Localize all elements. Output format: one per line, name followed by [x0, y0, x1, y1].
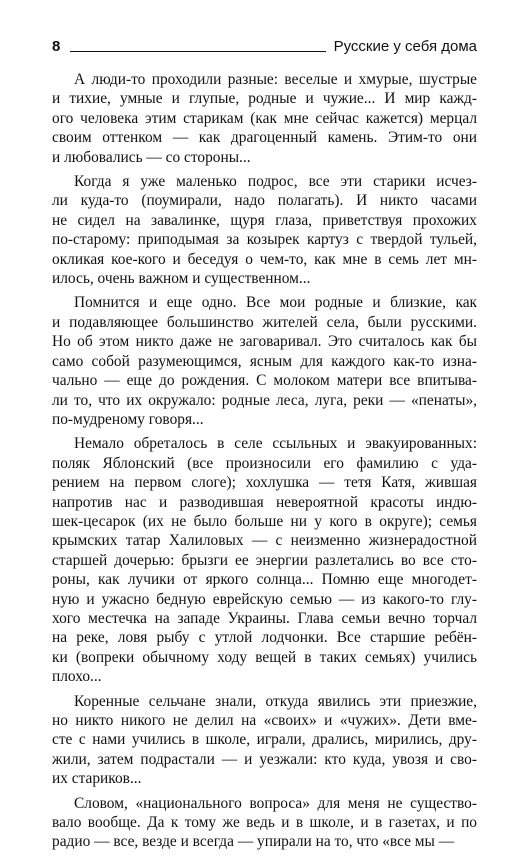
text-line: ли куда-то (поумирали, надо полагать). И никто часами	[52, 192, 477, 210]
text-line: Когда я уже маленько подрос, все эти старики исчез-	[74, 173, 477, 191]
text-line: своим оттенком — как драгоценный камень. Этим-то они	[52, 129, 477, 147]
text-line: жили, затем подрастали — и уезжали: кто куда, увозя и сво-	[52, 750, 477, 768]
text-line: по-мудреному говоря...	[52, 410, 204, 428]
text-line: А люди-то проходили разные: веселые и хмурые, шустрые	[74, 71, 477, 88]
text-line: ого человека этим старикам (как мне сейчас кажется) мерцал	[52, 109, 477, 127]
text-line: Но об этом никто даже не заговаривал. Это считалось как бы	[52, 333, 477, 351]
header-rule	[70, 51, 325, 52]
text-line: Словом, «национального вопроса» для меня не существо-	[74, 794, 477, 812]
text-line: не сидел на завалинке, щуря глаза, приветствуя прохожих	[52, 211, 477, 229]
paragraph	[52, 70, 477, 167]
running-header	[52, 34, 477, 56]
paragraph	[52, 794, 477, 852]
paragraph	[52, 293, 477, 429]
text-line: плохо...	[52, 668, 102, 686]
text-line: илось, очень важном и существенном...	[52, 270, 311, 288]
text-line: и подавляющее большинство жителей села, были русскими.	[52, 313, 477, 331]
text-line: крымских татар Халиловых — с неизменно жизнерадостной	[52, 532, 477, 550]
text-line: радио — все, везде и всегда — упирали на то, что «все мы —	[52, 833, 455, 851]
page-number: 8	[52, 38, 61, 55]
text-line: окликая кое-кого и беседуя о чем-то, как мне в семь лет мн-	[52, 250, 477, 268]
paragraph	[52, 172, 477, 288]
text-line: ли то, что их окружало: родные леса, луга, реки — «пенаты»,	[52, 391, 477, 409]
text-line: хого местечка на западе Украины. Глава семьи вечно торчал	[52, 609, 477, 627]
text-line: само собой разумеющимся, ясным для каждого как-то изна-	[52, 352, 477, 370]
text-line: и любовались — со стороны...	[52, 148, 251, 166]
text-line: рением на первом слоге); хохлушка — тетя Катя, жившая	[52, 474, 477, 492]
text-line: ки (вопреки обычному ходу вещей в таких семьях) учились	[52, 648, 477, 666]
text-line: их стариков...	[52, 770, 142, 788]
text-line: напротив нас и разводившая невероятной красоты индю-	[52, 493, 477, 511]
text-line: Немало обреталось в селе ссыльных и эвакуированных:	[74, 435, 477, 453]
paragraph	[52, 692, 477, 789]
text-line: вало вообще. Да к тому же ведь и в школе, и в газетах, и по	[52, 814, 477, 832]
text-line: по-старому: приподымая за козырек картуз с твердой тульей,	[52, 231, 477, 249]
text-line: роны, как лучики от яркого солнца... Помню еще многодет-	[52, 571, 477, 589]
text-line: сте с нами учились в школе, играли, дрались, мирились, дру-	[52, 731, 477, 749]
text-line: но никто никого не делил на «своих» и «чужих». Дети вме-	[52, 712, 477, 729]
text-line: старшей дочерью: брызги ее энергии разлетались во все сто-	[52, 551, 477, 569]
text-line: Коренные сельчане знали, откуда явились эти приезжие,	[74, 692, 477, 710]
text-line: на реке, ловя рыбу с утлой лодчонки. Все старшие ребён-	[52, 629, 477, 647]
text-line: шек-цесарок (их не было больше ни у кого в округе); семья	[52, 512, 477, 530]
text-line: Помнится и еще одно. Все мои родные и близкие, как	[74, 294, 477, 312]
text-line: и тихие, умные и глупые, родные и чужие... И мир кажд-	[52, 90, 477, 108]
text-line: чально — еще до рождения. С молоком матери все впитыва-	[52, 372, 477, 390]
text-line: ную и ужасно бедную еврейскую семью — из какого-то глу-	[52, 590, 477, 608]
body-text	[52, 70, 477, 857]
paragraph	[52, 434, 477, 686]
running-title: Русские у себя дома	[333, 38, 477, 55]
text-line: поляк Яблонский (все произносили его фамилию с уда-	[52, 454, 477, 472]
